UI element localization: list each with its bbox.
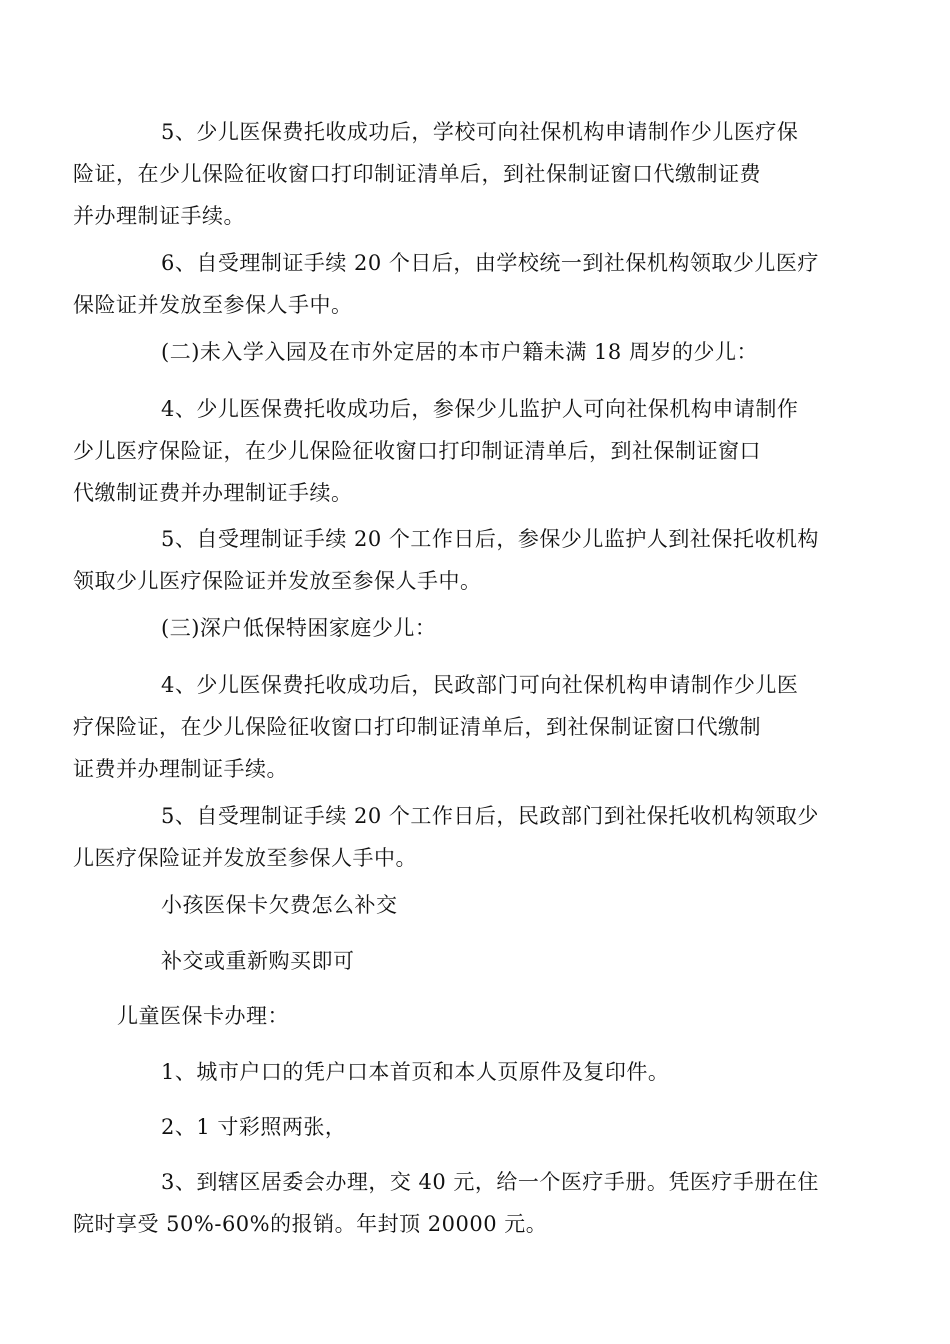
text-line: 2、1 寸彩照两张，	[161, 1115, 347, 1139]
step-photos	[117, 1106, 833, 1148]
text-line: 5、自受理制证手续 20 个工作日后，参保少儿监护人到社保托收机构	[161, 527, 819, 551]
text-line: (二)未入学入园及在市外定居的本市户籍未满 18 周岁的少儿：	[161, 340, 758, 364]
text-line: 保险证并发放至参保人手中。	[73, 293, 353, 317]
text-line: 1、城市户口的凭户口本首页和本人页原件及复印件。	[161, 1060, 670, 1084]
text-line: 领取少儿医疗保险证并发放至参保人手中。	[73, 569, 482, 593]
text-line: 小孩医保卡欠费怎么补交	[161, 893, 398, 917]
text-line: 6、自受理制证手续 20 个日后，由学校统一到社保机构领取少儿医疗	[161, 251, 819, 275]
paragraph-guardian-card-production	[73, 388, 833, 514]
step-residents-committee	[73, 1161, 833, 1245]
text-line: (三)深户低保特困家庭少儿：	[161, 616, 437, 640]
text-line: 代缴制证费并办理制证手续。	[73, 481, 353, 505]
text-line: 4、少儿医保费托收成功后，民政部门可向社保机构申请制作少儿医	[161, 673, 799, 697]
section-heading-non-enrolled	[117, 331, 833, 373]
text-line: 证费并办理制证手续。	[73, 757, 288, 781]
step-household-register	[117, 1051, 833, 1093]
section-heading-low-income	[117, 607, 833, 649]
text-line: 4、少儿医保费托收成功后，参保少儿监护人可向社保机构申请制作	[161, 397, 799, 421]
text-line: 3、到辖区居委会办理，交 40 元，给一个医疗手册。凭医疗手册在住	[161, 1170, 819, 1194]
paragraph-school-card-pickup	[73, 242, 833, 326]
heading-child-card-application	[117, 995, 833, 1037]
paragraph-civil-affairs-card-production	[73, 664, 833, 790]
text-line: 5、自受理制证手续 20 个工作日后，民政部门到社保托收机构领取少	[161, 804, 819, 828]
answer-arrears	[117, 940, 833, 982]
paragraph-guardian-card-pickup	[73, 518, 833, 602]
text-line: 5、少儿医保费托收成功后，学校可向社保机构申请制作少儿医疗保	[161, 120, 799, 144]
text-line: 并办理制证手续。	[73, 204, 245, 228]
paragraph-civil-affairs-card-pickup	[73, 795, 833, 879]
text-line: 儿医疗保险证并发放至参保人手中。	[73, 846, 417, 870]
text-line: 少儿医疗保险证，在少儿保险征收窗口打印制证清单后，到社保制证窗口	[73, 439, 761, 463]
text-line: 补交或重新购买即可	[161, 949, 355, 973]
text-line: 儿童医保卡办理：	[117, 1004, 289, 1028]
question-arrears	[117, 884, 833, 926]
text-line: 险证，在少儿保险征收窗口打印制证清单后，到社保制证窗口代缴制证费	[73, 162, 761, 186]
text-line: 院时享受 50%-60%的报销。年封顶 20000 元。	[73, 1212, 548, 1236]
paragraph-school-card-production	[73, 111, 833, 237]
text-line: 疗保险证，在少儿保险征收窗口打印制证清单后，到社保制证窗口代缴制	[73, 715, 761, 739]
